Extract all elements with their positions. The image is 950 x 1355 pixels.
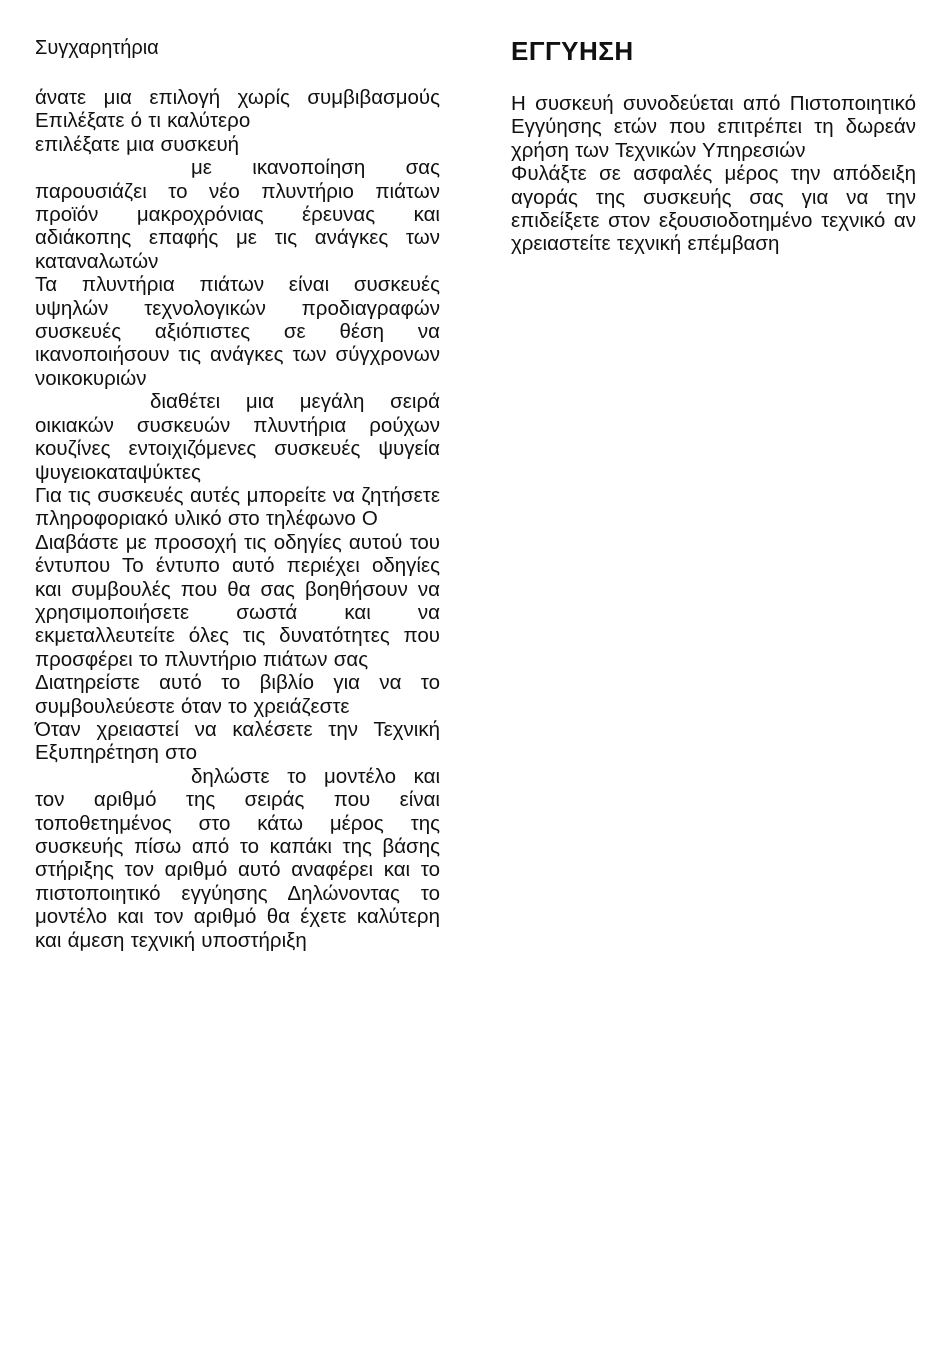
warranty-certificate-paragraph: Η συσκευή συνοδεύεται από Πιστοποιητικό Εγγύησης ετών που επιτρέπει τη δωρεάν χρήση των Τεχνικών Υπηρεσιών — [511, 92, 916, 162]
presentation-paragraph: με ικανοποίηση σας παρουσιάζει το νέο πλυντήριο πιάτων προϊόν μακροχρόνιας έρευνας και αδιάκοπης επαφής με τις ανάγκες των καταναλωτών — [35, 156, 440, 273]
left-column — [35, 36, 440, 952]
receipt-keep-paragraph: Φυλάξτε σε ασφαλές μέρος την απόδειξη αγοράς της συσκευής σας για να την επιδείξετε στον εξουσιοδοτημένο τεχνικό αν χρειαστείτε τεχνική επέμβαση — [511, 162, 916, 256]
intro-paragraph: άνατε μια επιλογή χωρίς συμβιβασμούς Επιλέξατε ό τι καλύτερο — [35, 86, 440, 133]
keep-booklet-paragraph: Διατηρείστε αυτό το βιβλίο για να το συμβουλεύεστε όταν το χρειάζεστε — [35, 671, 440, 718]
info-material-paragraph: Για τις συσκευές αυτές μπορείτε να ζητήσετε πληροφοριακό υλικό στο τηλέφωνο Ο — [35, 483, 440, 531]
product-range-paragraph: διαθέτει μια μεγάλη σειρά οικιακών συσκευών πλυντήρια ρούχων κουζίνες εντοιχιζόμενες συσκευές ψυγεία ψυγειοκαταψύκτες — [35, 390, 440, 484]
right-column — [511, 36, 916, 256]
technical-service-paragraph: Όταν χρειαστεί να καλέσετε την Τεχνική Εξυπηρέτηση στο — [35, 717, 440, 765]
dishwasher-spec-paragraph: Τα πλυντήρια πιάτων είναι συσκευές υψηλών τεχνολογικών προδιαγραφών συσκευές αξιόπιστες σε θέση να ικανοποιήσουν τις ανάγκες των σύγχρονων νοικοκυριών — [35, 273, 440, 390]
read-instructions-paragraph: Διαβάστε με προσοχή τις οδηγίες αυτού του έντυπου Το έντυπο αυτό περιέχει οδηγίες και συμβουλές που θα σας βοηθήσουν να χρησιμοποιήσετε σωστά και να εκμεταλλευτείτε όλες τις δυνατότητες που προσφέρει το πλυντήριο πιάτων σας — [35, 530, 440, 671]
model-serial-paragraph: δηλώστε το μοντέλο και τον αριθμό της σειράς που είναι τοποθετημένος στο κάτω μέρος της συσκευής πίσω από το καπάκι της βάσης στήριξης τον αριθμό αυτό αναφέρει και το πιστοποιητικό εγγύησης Δηλώνοντας το μοντέλο και τον αριθμό θα έχετε καλύτερη και άμεση τεχνική υποστήριξη — [35, 764, 440, 952]
warranty-title: ΕΓΓΥΗΣΗ — [511, 36, 634, 66]
greeting-heading: Συγχαρητήρια — [35, 37, 159, 59]
appliance-choice-paragraph: επιλέξατε μια συσκευή — [35, 132, 240, 156]
